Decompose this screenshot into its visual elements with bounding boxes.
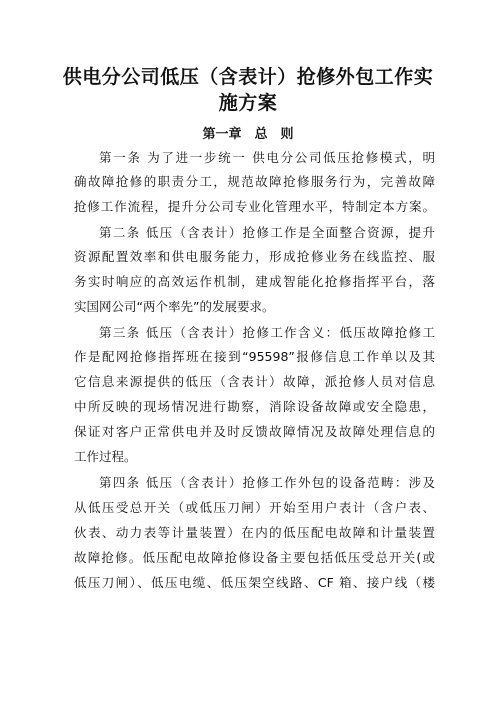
article-3-line-3: 它信息来源提供的低压（含表计）故障，派抢修人员对信息 bbox=[74, 374, 435, 389]
article-4-line-1: 第四条 低压（含表计）抢修工作外包的设备范畴：涉及 bbox=[99, 475, 435, 490]
article-4-line-4: 故障抢修。低压配电故障抢修设备主要包括低压受总开关(或 bbox=[74, 550, 435, 565]
article-4-line-2: 从低压受总开关（或低压刀闸）开始至用户表计（含户表、 bbox=[74, 500, 435, 515]
article-4-line-5: 低压刀闸）、低压电缆、低压架空线路、CF 箱、接户线（楼 bbox=[74, 575, 435, 590]
document-title-line-1: 供电分公司低压（含表计）抢修外包工作实 bbox=[62, 66, 434, 88]
article-2-line-4: 实国网公司“两个率先”的发展要求。 bbox=[74, 299, 275, 314]
article-1-line-2: 确故障抢修的职责分工，规范故障抢修服务行为，完善故障 bbox=[74, 174, 435, 189]
article-2-line-2: 资源配置效率和供电服务能力，形成抢修业务在线监控、服 bbox=[74, 249, 435, 264]
article-3-line-2: 作是配网抢修指挥班在接到“95598”报修信息工作单以及其 bbox=[74, 349, 435, 364]
article-3-line-6: 工作过程。 bbox=[74, 449, 137, 464]
document-title-line-2: 施方案 bbox=[218, 92, 278, 114]
article-4-line-3: 伙表、动力表等计量装置）在内的低压配电故障和计量装置 bbox=[74, 525, 435, 540]
chapter-heading: 第一章 总 则 bbox=[202, 127, 294, 142]
article-3-line-5: 保证对客户正常供电并及时反馈故障情况及故障处理信息的 bbox=[74, 424, 435, 439]
article-1-line-3: 抢修工作流程，提升分公司专业化管理水平，特制定本方案。 bbox=[74, 199, 435, 214]
article-2-line-1: 第二条 低压（含表计）抢修工作是全面整合资源，提升 bbox=[99, 225, 435, 240]
article-3-line-1: 第三条 低压（含表计）抢修工作含义：低压故障抢修工 bbox=[99, 325, 435, 340]
article-2-line-3: 务实时响应的高效运作机制，建成智能化抢修指挥平台，落 bbox=[74, 274, 435, 289]
article-3-line-4: 中所反映的现场情况进行勘察，消除设备故障或安全隐患， bbox=[74, 399, 435, 414]
article-1-line-1: 第一条 为了进一步统一 供电分公司低压抢修模式，明 bbox=[99, 150, 435, 165]
